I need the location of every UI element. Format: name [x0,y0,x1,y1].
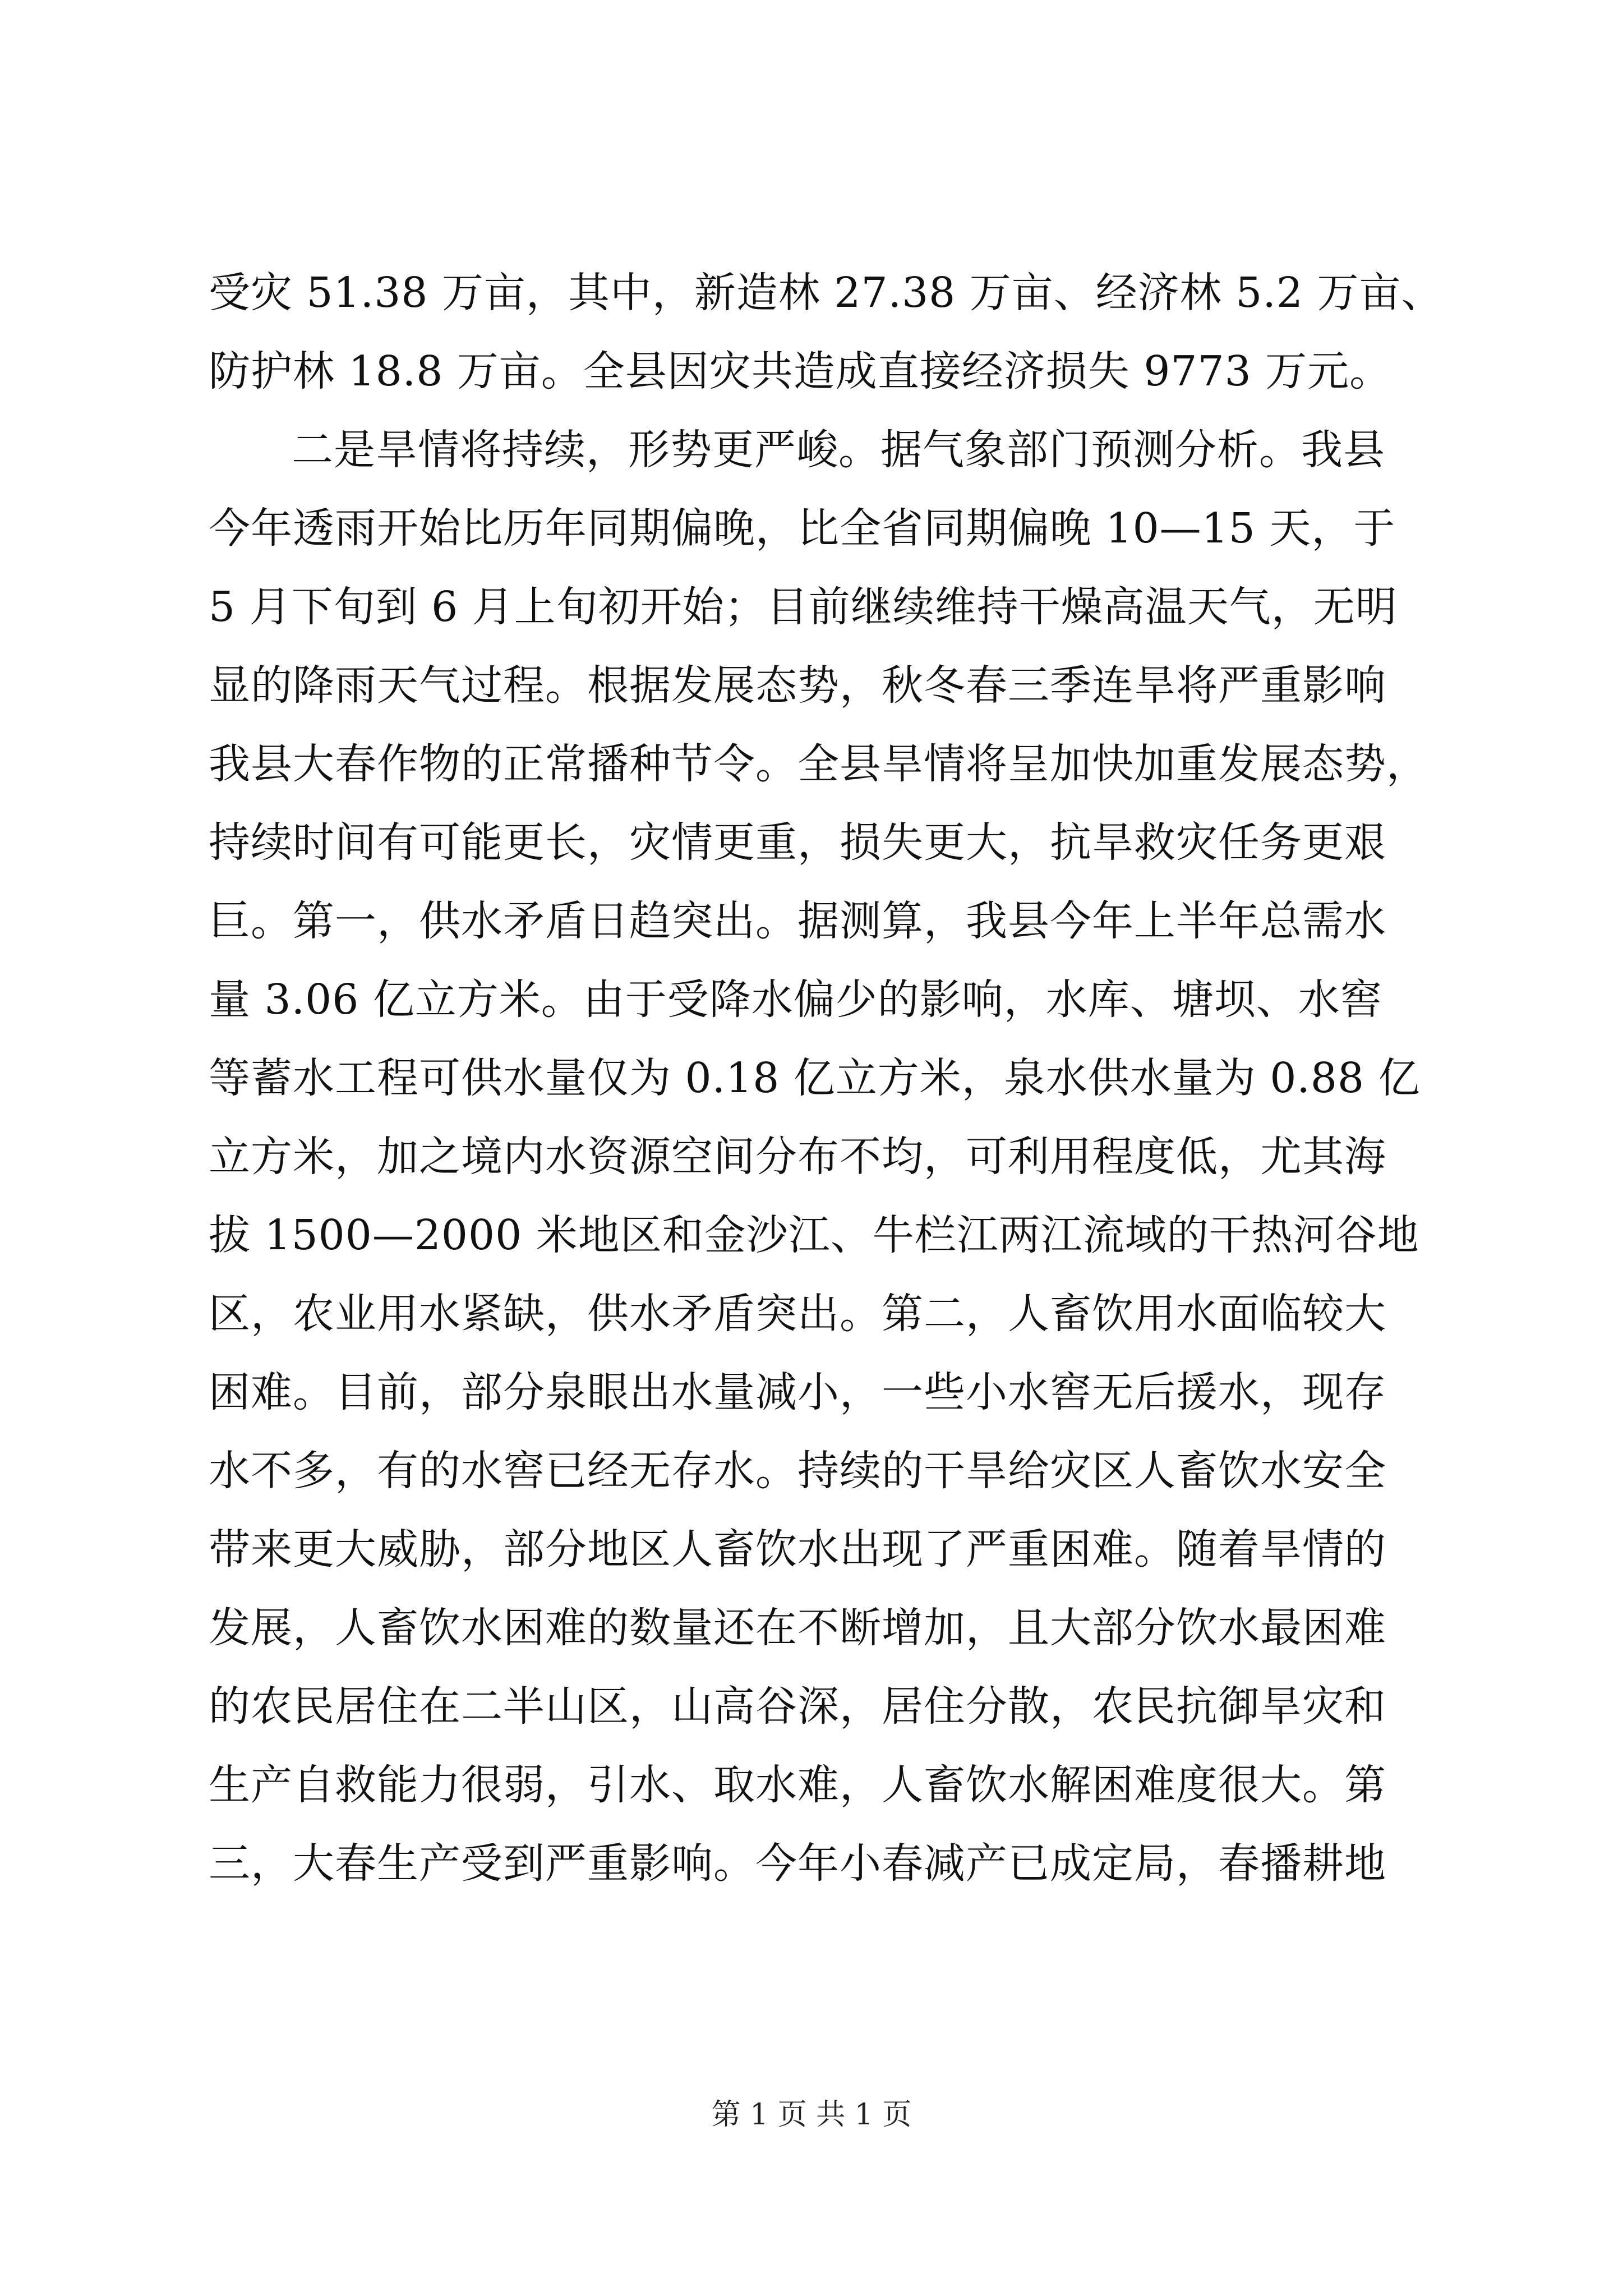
text-line-17: 带来更大威胁，部分地区人畜饮水出现了严重困难。随着旱情的 [209,1525,1386,1573]
text-line-11: 等蓄水工程可供水量仅为 0.18 亿立方米，泉水供水量为 0.88 亿 [209,1054,1421,1102]
text-line-13: 拔 1500—2000 米地区和金沙江、牛栏江两江流域的干热河谷地 [209,1211,1419,1259]
text-line-3-paragraph-start: 二是旱情将持续，形势更严峻。据气象部门预测分析。我县 [292,426,1385,474]
text-line-5: 5 月下旬到 6 月上旬初开始；目前继续维持干燥高温天气，无明 [209,583,1398,631]
text-line-14: 区，农业用水紧缺，供水矛盾突出。第二，人畜饮用水面临较大 [209,1290,1386,1338]
text-line-21: 三，大春生产受到严重影响。今年小春减产已成定局，春播耕地 [209,1839,1386,1888]
text-line-20: 生产自救能力很弱，引水、取水难，人畜饮水解困难度很大。第 [209,1761,1386,1809]
text-line-2: 防护林 18.8 万亩。全县因灾共造成直接经济损失 9773 万元。 [209,347,1392,395]
text-line-9: 巨。第一，供水矛盾日趋突出。据测算，我县今年上半年总需水 [209,897,1386,945]
text-line-18: 发展，人畜饮水困难的数量还在不断增加，且大部分饮水最困难 [209,1604,1386,1652]
text-line-10: 量 3.06 亿立方米。由于受降水偏少的影响，水库、塘坝、水窖 [209,976,1382,1024]
text-line-8: 持续时间有可能更长，灾情更重，损失更大，抗旱救灾任务更艰 [209,818,1386,867]
page-footer: 第 1 页 共 1 页 [711,2098,912,2132]
text-line-16: 水不多，有的水窖已经无存水。持续的干旱给灾区人畜饮水安全 [209,1447,1386,1495]
text-line-7: 我县大春作物的正常播种节令。全县旱情将呈加快加重发展态势， [209,740,1428,788]
text-line-12: 立方米，加之境内水资源空间分布不均，可利用程度低，尤其海 [209,1133,1386,1181]
text-line-4: 今年透雨开始比历年同期偏晚，比全省同期偏晚 10—15 天，于 [209,504,1396,553]
text-line-19: 的农民居住在二半山区，山高谷深，居住分散，农民抗御旱灾和 [209,1682,1386,1731]
text-line-6: 显的降雨天气过程。根据发展态势，秋冬春三季连旱将严重影响 [209,661,1386,710]
text-line-1: 受灾 51.38 万亩，其中，新造林 27.38 万亩、经济林 5.2 万亩、 [209,269,1444,317]
text-line-15: 困难。目前，部分泉眼出水量减小，一些小水窖无后援水，现存 [209,1368,1386,1416]
